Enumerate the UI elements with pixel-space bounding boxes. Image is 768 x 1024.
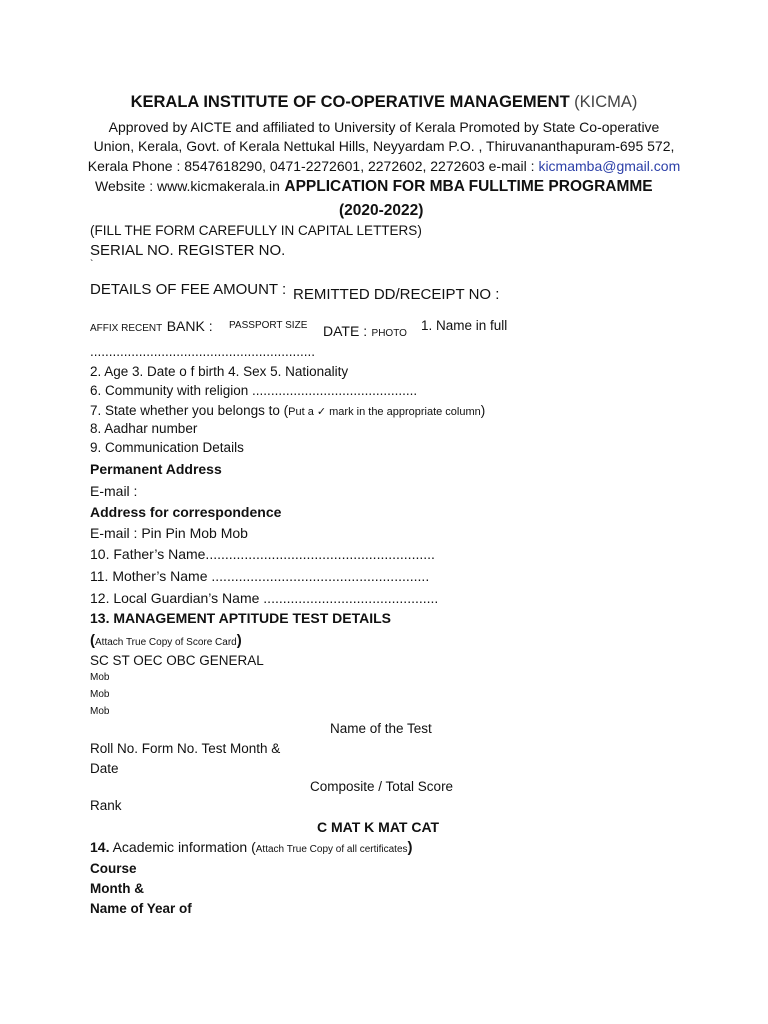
fee-amount-label: DETAILS OF FEE AMOUNT : <box>90 281 287 298</box>
date-label-2: Date <box>90 761 119 776</box>
instruction-text: (FILL THE FORM CAREFULLY IN CAPITAL LETTERS) <box>90 223 422 238</box>
name-of-test-label: Name of the Test <box>330 721 432 736</box>
state-suffix: ) <box>480 403 486 418</box>
approval-line: Approved by AICTE and affiliated to University of Kerala Promoted by State Co-operative <box>108 119 660 135</box>
photo-label: PHOTO <box>371 328 407 339</box>
website-text: Website : www.kicmakerala.in <box>95 178 280 194</box>
correspondence-heading: Address for correspondence <box>90 504 282 520</box>
email-label-1: E-mail : <box>90 483 138 499</box>
programme-years: (2020-2022) <box>339 202 424 219</box>
state-note: Put a ✓ mark in the appropriate column <box>288 406 481 418</box>
permanent-address-heading: Permanent Address <box>90 461 222 477</box>
institute-abbr: (KICMA) <box>574 93 638 111</box>
phone-line <box>0 158 768 174</box>
rank-label: Rank <box>90 798 122 813</box>
date-photo-row <box>323 323 407 341</box>
photo-bank-row <box>90 318 213 336</box>
address-line: Union, Kerala, Govt. of Kerala Nettukal Hills, Neyyardam P.O. , Thiruvananthapuram-695 572, <box>93 138 675 154</box>
composite-score-label: Composite / Total Score <box>310 779 454 794</box>
email-pin-mob-line: E-mail : Pin Pin Mob Mob <box>90 525 248 541</box>
remitted-label: REMITTED DD/RECEIPT NO : <box>293 286 500 303</box>
test-names: C MAT K MAT CAT <box>317 819 440 835</box>
attach-score-close: ) <box>236 632 242 649</box>
tick-mark: ` <box>90 259 94 270</box>
state-prefix: 7. State whether you belongs to ( <box>90 403 289 418</box>
mother-name-line: 11. Mother’s Name ........................................................ <box>90 568 430 584</box>
name-in-full-label: 1. Name in full <box>421 318 508 333</box>
passport-size-label: PASSPORT SIZE <box>229 320 308 331</box>
academic-info-line <box>90 839 413 857</box>
phone-text: Kerala Phone : 8547618290, 0471-2272601, 2272602, 2272603 e-mail : <box>87 158 535 174</box>
aadhar-line: 8. Aadhar number <box>90 421 198 436</box>
application-title: APPLICATION FOR MBA FULLTIME PROGRAMME <box>284 178 653 195</box>
state-line <box>90 402 485 420</box>
date-label: DATE : <box>323 323 368 339</box>
roll-form-month-label: Roll No. Form No. Test Month & <box>90 741 281 756</box>
bank-label: BANK : <box>166 318 213 334</box>
age-dob-line: 2. Age 3. Date o f birth 4. Sex 5. Nationality <box>90 364 349 379</box>
month-label: Month & <box>90 881 144 896</box>
attach-score-note: Attach True Copy of Score Card <box>95 637 237 648</box>
community-line: 6. Community with religion ............................................ <box>90 383 418 398</box>
category-line: SC ST OEC OBC GENERAL <box>90 653 264 668</box>
name-dots-line: ............................................................ <box>90 344 316 359</box>
course-label: Course <box>90 861 137 876</box>
institute-name: KERALA INSTITUTE OF CO-OPERATIVE MANAGEMENT <box>130 93 570 111</box>
attach-score-open: ( <box>90 632 95 649</box>
academic-close: ) <box>407 839 413 856</box>
mob-label-3: Mob <box>90 706 110 717</box>
attach-cert-note: Attach True Copy of all certificates <box>255 844 408 855</box>
website-line <box>95 178 653 196</box>
guardian-name-line: 12. Local Guardian’s Name ............................................. <box>90 590 439 606</box>
affix-recent-label: AFFIX RECENT <box>90 323 163 334</box>
mob-label-1: Mob <box>90 672 110 683</box>
serial-register-label: SERIAL NO. REGISTER NO. <box>90 242 286 259</box>
institute-heading <box>0 93 768 112</box>
email-link[interactable]: kicmamba@gmail.com <box>538 158 681 174</box>
communication-line: 9. Communication Details <box>90 440 244 455</box>
mob-label-2: Mob <box>90 689 110 700</box>
academic-text: Academic information ( <box>109 839 256 855</box>
academic-number: 14. <box>90 839 110 855</box>
father-name-line: 10. Father’s Name........................................................... <box>90 546 435 562</box>
attach-score-line <box>90 632 242 650</box>
name-of-year-label: Name of Year of <box>90 901 192 916</box>
mat-heading: 13. MANAGEMENT APTITUDE TEST DETAILS <box>90 610 392 626</box>
